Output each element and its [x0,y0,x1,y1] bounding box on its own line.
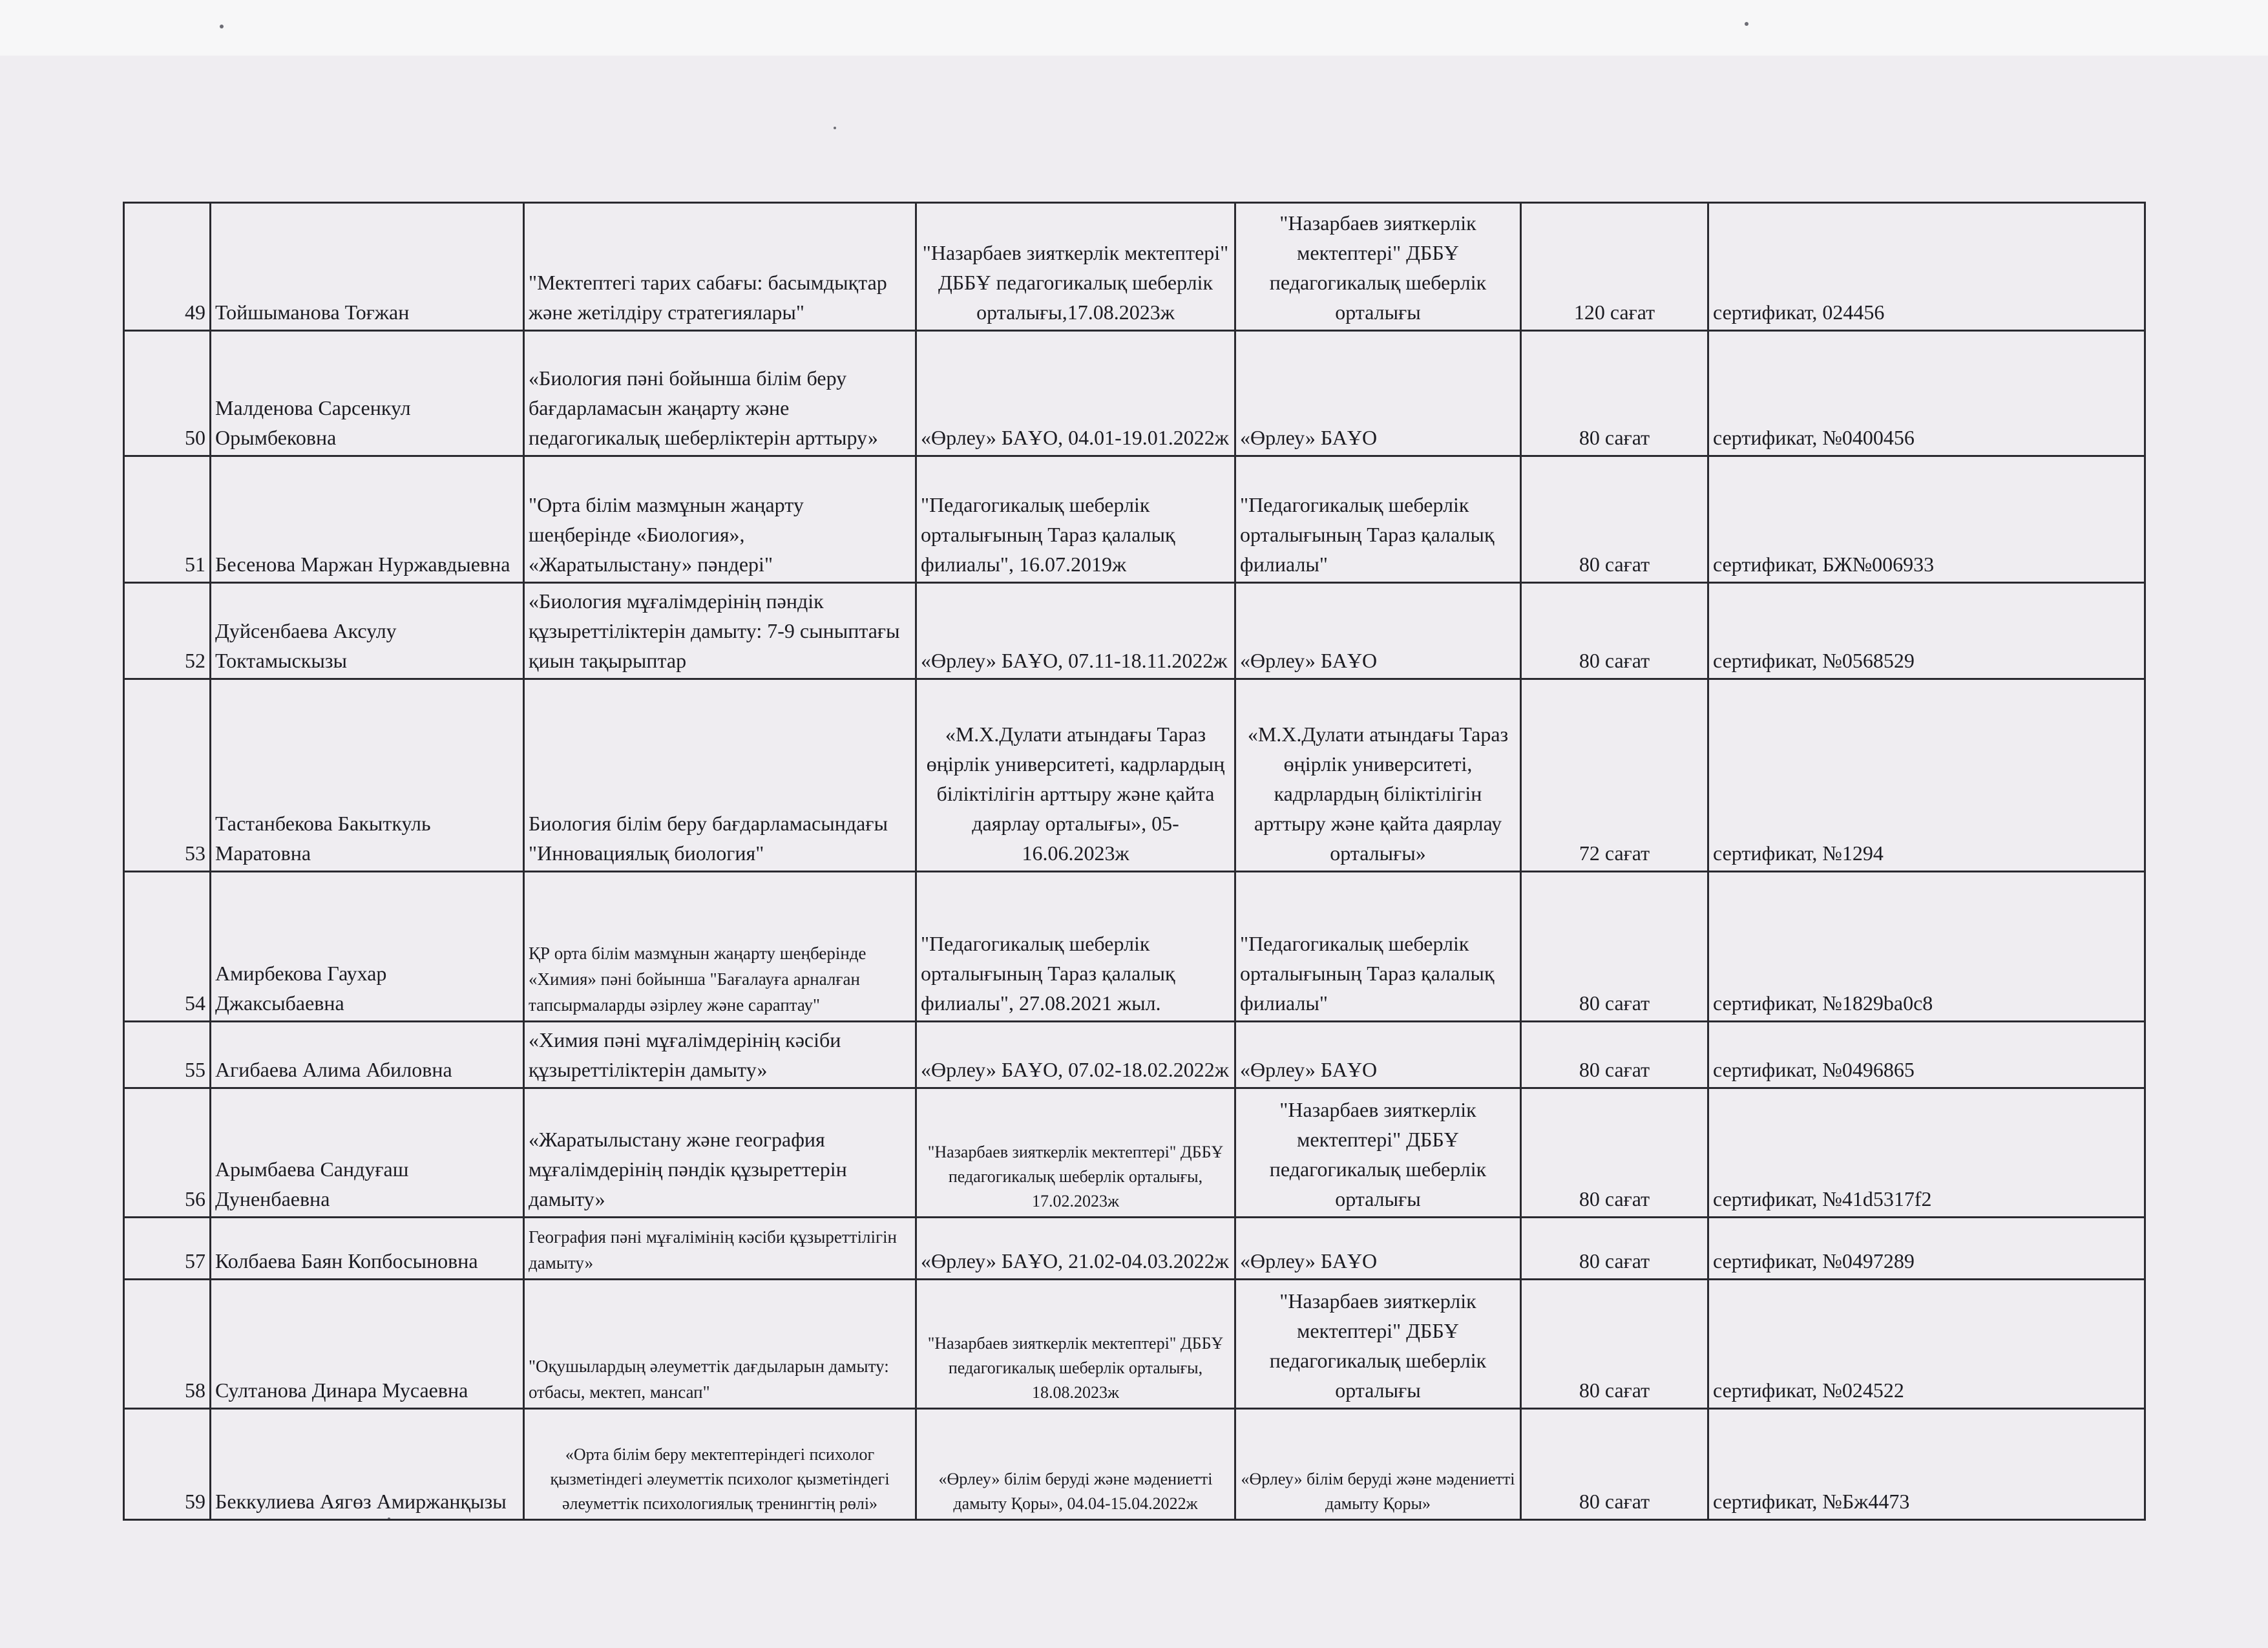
table-row [124,1280,2145,1409]
certificate: сертификат, №0568529 [1708,583,2145,679]
course-title: ҚР орта білім мазмұнын жаңарту шеңберінде «Химия» пәні бойынша "Бағалауға арналған тапсырмаларды әзірлеу және сараптау" [524,872,916,1022]
row-number: 51 [124,456,211,583]
row-number: 54 [124,872,211,1022]
course-title: "Мектептегі тарих сабағы: басымдықтар және жетілдіру стратегиялары" [524,203,916,331]
institution: "Назарбаев зияткерлік мектептері" ДББҰ педагогикалық шеберлік орталығы [1235,1088,1521,1218]
course-organizer-date: «Өрлеу» БАҰО, 07.02-18.02.2022ж [916,1022,1235,1088]
teacher-name: Агибаева Алима Абиловна [211,1022,524,1088]
course-title: Биология білім беру бағдарламасындағы "Инновациялық биология" [524,679,916,872]
hours: 80 сағат [1521,456,1708,583]
certificate: сертификат, №Бж4473 [1708,1409,2145,1520]
course-organizer-date: "Назарбаев зияткерлік мектептері" ДББҰ педагогикалық шеберлік орталығы, 17.02.2023ж [916,1088,1235,1218]
scan-speck [220,25,224,28]
course-title: «Орта білім беру мектептеріндегі психолог қызметіндегі әлеуметтік психолог қызметіндегі әлеуметтік психологиялық тренингтің рөлі» [524,1409,916,1520]
course-organizer-date: "Педагогикалық шеберлік орталығының Тараз қалалық филиалы", 16.07.2019ж [916,456,1235,583]
teacher-name: Султанова Динара Мусаевна [211,1280,524,1409]
hours: 80 сағат [1521,331,1708,456]
table-row [124,1022,2145,1088]
course-organizer-date: «Өрлеу» БАҰО, 04.01-19.01.2022ж [916,331,1235,456]
hours: 80 сағат [1521,1409,1708,1520]
row-number: 55 [124,1022,211,1088]
row-number: 49 [124,203,211,331]
teacher-name: Бесенова Маржан Нуржавдыевна [211,456,524,583]
teacher-name: Дуйсенбаева Аксулу Токтамыскызы [211,583,524,679]
table-row [124,456,2145,583]
hours: 80 сағат [1521,1088,1708,1218]
hours: 80 сағат [1521,1218,1708,1280]
table-row [124,583,2145,679]
hours: 80 сағат [1521,1280,1708,1409]
institution: "Назарбаев зияткерлік мектептері" ДББҰ педагогикалық шеберлік орталығы [1235,1280,1521,1409]
certificate: сертификат, №41d5317f2 [1708,1088,2145,1218]
course-title: География пәні мұғалімінің кәсіби құзыреттілігін дамыту» [524,1218,916,1280]
teacher-name: Беккулиева Аягөз Амиржанқызы [211,1409,524,1520]
course-title: «Биология мұғалімдерінің пәндік құзыреттіліктерін дамыту: 7-9 сыныптағы қиын тақырыптар [524,583,916,679]
table-row [124,1218,2145,1280]
certificate: сертификат, №0497289 [1708,1218,2145,1280]
certificate: сертификат, 024456 [1708,203,2145,331]
row-number: 52 [124,583,211,679]
teacher-name: Амирбекова Гаухар Джаксыбаевна [211,872,524,1022]
table-row [124,331,2145,456]
course-organizer-date: «Өрлеу» білім беруді және мәдениетті дамыту Қоры», 04.04-15.04.2022ж [916,1409,1235,1520]
institution: «Өрлеу» БАҰО [1235,331,1521,456]
teacher-name: Тастанбекова Бакыткуль Маратовна [211,679,524,872]
course-title: "Оқушылардың әлеуметтік дағдыларын дамыту: отбасы, мектеп, мансап" [524,1280,916,1409]
institution: «Өрлеу» БАҰО [1235,1022,1521,1088]
hours: 72 сағат [1521,679,1708,872]
institution: "Назарбаев зияткерлік мектептері" ДББҰ педагогикалық шеберлік орталығы [1235,203,1521,331]
institution: «Өрлеу» БАҰО [1235,1218,1521,1280]
certificate: сертификат, №0400456 [1708,331,2145,456]
row-number: 56 [124,1088,211,1218]
institution: "Педагогикалық шеберлік орталығының Тараз қалалық филиалы" [1235,872,1521,1022]
course-organizer-date: «Өрлеу» БАҰО, 07.11-18.11.2022ж [916,583,1235,679]
table-row [124,203,2145,331]
certificate: сертификат, БЖ№006933 [1708,456,2145,583]
course-title: «Химия пәні мұғалімдерінің кәсіби құзыреттіліктерін дамыту» [524,1022,916,1088]
table-row [124,1088,2145,1218]
teacher-name: Арымбаева Сандуғаш Дуненбаевна [211,1088,524,1218]
course-organizer-date: "Назарбаев зияткерлік мектептері" ДББҰ педагогикалық шеберлік орталығы, 18.08.2023ж [916,1280,1235,1409]
row-number: 57 [124,1218,211,1280]
course-title: «Жаратылыстану және география мұғалімдерінің пәндік құзыреттерін дамыту» [524,1088,916,1218]
certificate: сертификат, №024522 [1708,1280,2145,1409]
hours: 80 сағат [1521,583,1708,679]
table-row [124,1409,2145,1520]
certificate: сертификат, №1294 [1708,679,2145,872]
teacher-name: Тойшыманова Тоғжан [211,203,524,331]
row-number: 50 [124,331,211,456]
institution: «Өрлеу» БАҰО [1235,583,1521,679]
scan-speck [834,127,836,129]
teacher-name: Малденова Сарсенкул Орымбековна [211,331,524,456]
hours: 80 сағат [1521,872,1708,1022]
course-organizer-date: «М.Х.Дулати атындағы Тараз өңірлік университеті, кадрлардың біліктілігін арттыру және қайта даярлау орталығы», 05-16.06.2023ж [916,679,1235,872]
institution: «Өрлеу» білім беруді және мәдениетті дамыту Қоры» [1235,1409,1521,1520]
course-title: «Биология пәні бойынша білім беру бағдарламасын жаңарту және педагогикалық шеберліктерін арттыру» [524,331,916,456]
course-organizer-date: "Назарбаев зияткерлік мектептері" ДББҰ педагогикалық шеберлік орталығы,17.08.2023ж [916,203,1235,331]
row-number: 58 [124,1280,211,1409]
training-records-table [123,202,2146,1521]
scan-top-margin [0,0,2268,56]
row-number: 59 [124,1409,211,1520]
row-number: 53 [124,679,211,872]
institution: "Педагогикалық шеберлік орталығының Тараз қалалық филиалы" [1235,456,1521,583]
table-row [124,872,2145,1022]
scan-speck [1745,22,1748,26]
course-organizer-date: «Өрлеу» БАҰО, 21.02-04.03.2022ж [916,1218,1235,1280]
teacher-name: Колбаева Баян Копбосыновна [211,1218,524,1280]
hours: 120 сағат [1521,203,1708,331]
hours: 80 сағат [1521,1022,1708,1088]
institution: «М.Х.Дулати атындағы Тараз өңірлік университеті, кадрлардың біліктілігін арттыру және қайта даярлау орталығы» [1235,679,1521,872]
certificate: сертификат, №1829ba0c8 [1708,872,2145,1022]
course-organizer-date: "Педагогикалық шеберлік орталығының Тараз қалалық филиалы", 27.08.2021 жыл. [916,872,1235,1022]
certificate: сертификат, №0496865 [1708,1022,2145,1088]
table-row [124,679,2145,872]
course-title: "Орта білім мазмұнын жаңарту шеңберінде «Биология», «Жаратылыстану» пәндері" [524,456,916,583]
